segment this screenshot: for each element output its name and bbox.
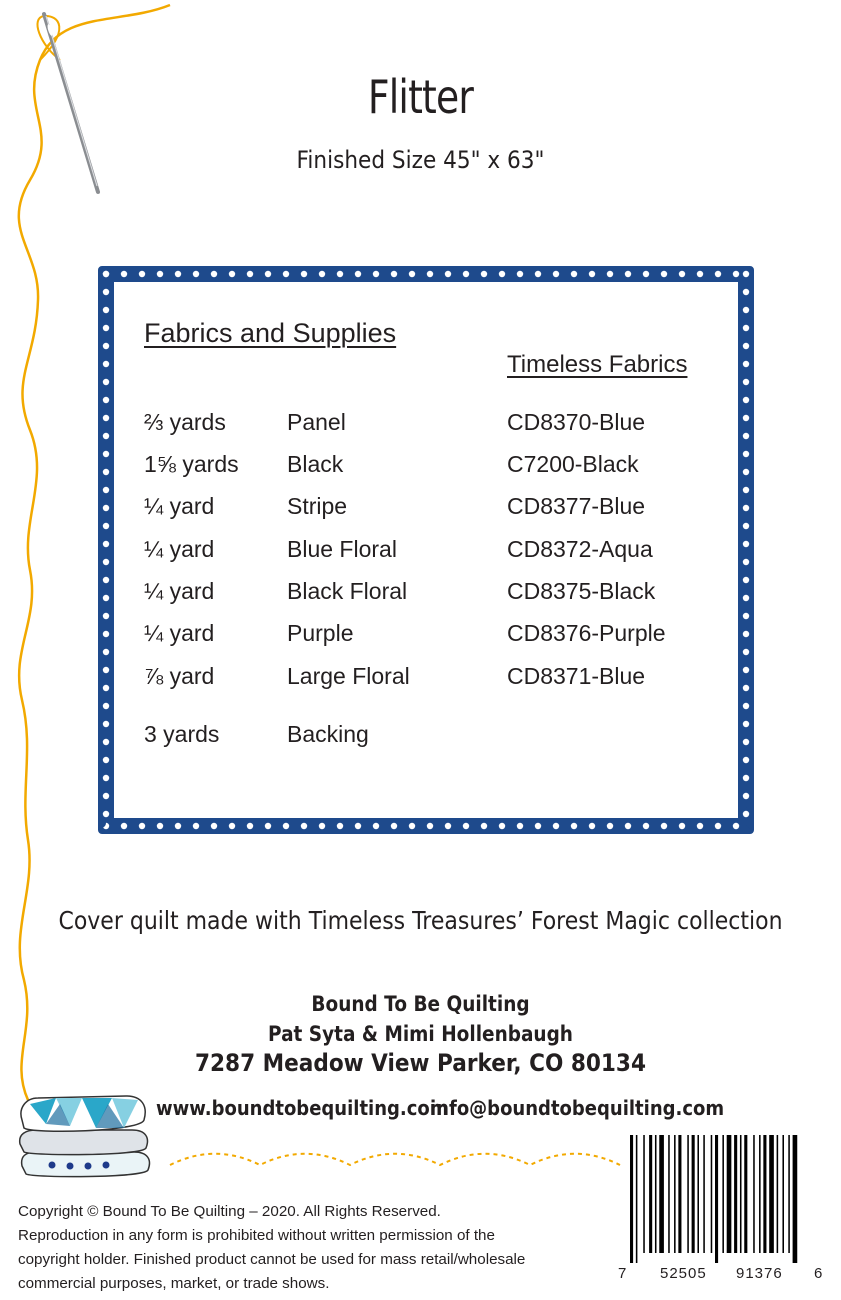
copyright-line: commercial purposes, market, or trade shows. [18, 1275, 330, 1292]
supply-row [144, 578, 724, 608]
supply-code: CD8371-Blue [507, 663, 646, 689]
barcode-bar [643, 1135, 645, 1253]
barcode-bar [687, 1135, 689, 1253]
supply-qty: ⅔ yards [144, 409, 226, 435]
barcode-bar [793, 1135, 798, 1263]
supply-qty: ¼ yard [144, 493, 215, 519]
supply-name: Backing [287, 721, 369, 747]
barcode-bars [628, 1135, 824, 1265]
barcode-bar [636, 1135, 638, 1263]
pattern-title: Flitter [367, 70, 474, 124]
supply-row [144, 536, 724, 566]
supply-row [144, 721, 724, 751]
supply-row [144, 451, 724, 481]
supply-row [144, 493, 724, 523]
supply-name: Blue Floral [287, 536, 397, 562]
barcode-bar [722, 1135, 724, 1253]
barcode-digit-lead: 7 [618, 1265, 627, 1282]
barcode [618, 1135, 824, 1293]
barcode-bar [649, 1135, 652, 1253]
company-name: Bound To Be Quilting [311, 992, 530, 1016]
barcode-digits-left: 52505 [660, 1265, 707, 1282]
barcode-bar [659, 1135, 664, 1253]
supply-code: CD8375-Black [507, 578, 656, 604]
copyright-line: Copyright © Bound To Be Quilting – 2020. All Rights Reserved. [18, 1203, 441, 1220]
copyright-notice [18, 1200, 618, 1296]
barcode-bar [740, 1135, 742, 1253]
barcode-bar [630, 1135, 633, 1263]
supply-code: CD8370-Blue [507, 409, 646, 435]
website-link[interactable]: www.boundtobequilting.com [156, 1096, 449, 1120]
supply-name: Black [287, 451, 344, 477]
supply-qty: ¼ yard [144, 620, 215, 646]
supply-qty: ⅞ yard [144, 663, 215, 689]
supply-code: C7200-Black [507, 451, 639, 477]
barcode-bar [782, 1135, 784, 1253]
fabric-column-heading: Timeless Fabrics [507, 351, 688, 378]
stitch-line [170, 1154, 620, 1165]
barcode-bar [668, 1135, 670, 1253]
barcode-bar [727, 1135, 732, 1253]
supply-name: Purple [287, 620, 354, 646]
barcode-bar [711, 1135, 713, 1253]
supply-code: CD8372-Aqua [507, 536, 653, 562]
barcode-bar [734, 1135, 737, 1253]
supply-code: CD8377-Blue [507, 493, 646, 519]
supply-qty: 1⅝ yards [144, 451, 239, 477]
barcode-bar [715, 1135, 718, 1263]
barcode-digit-check: 6 [814, 1265, 823, 1282]
barcode-bar [697, 1135, 699, 1253]
company-people: Pat Syta & Mimi Hollenbaugh [268, 1022, 573, 1046]
stacked-quilts-illustration [16, 1090, 158, 1180]
barcode-bar [655, 1135, 657, 1253]
supply-name: Black Floral [287, 578, 408, 604]
supply-row [144, 663, 724, 693]
barcode-bar [788, 1135, 790, 1253]
supply-qty: 3 yards [144, 721, 220, 747]
barcode-bar [703, 1135, 705, 1253]
copyright-line: copyright holder. Finished product cannot be used for mass retail/wholesale [18, 1251, 526, 1268]
barcode-bar [678, 1135, 681, 1253]
supply-qty: ¼ yard [144, 536, 215, 562]
barcode-bar [759, 1135, 761, 1253]
barcode-bar [769, 1135, 774, 1253]
barcode-bar [744, 1135, 747, 1253]
cover-quilt-note: Cover quilt made with Timeless Treasures’ Forest Magic collection [58, 906, 783, 935]
barcode-bar [763, 1135, 766, 1253]
supply-name: Stripe [287, 493, 348, 519]
barcode-digits-right: 91376 [736, 1265, 783, 1282]
barcode-bar [692, 1135, 695, 1253]
supplies-heading: Fabrics and Supplies [144, 318, 397, 348]
barcode-bar [674, 1135, 676, 1253]
barcode-bar [777, 1135, 779, 1253]
supply-row [144, 409, 724, 439]
supply-row [144, 620, 724, 650]
supply-name: Panel [287, 409, 346, 435]
barcode-bar [753, 1135, 755, 1253]
email-link[interactable]: info@boundtobequilting.com [430, 1096, 725, 1120]
copyright-line: Reproduction in any form is prohibited without written permission of the [18, 1227, 495, 1244]
supply-name: Large Floral [287, 663, 410, 689]
finished-size: Finished Size 45" x 63" [296, 146, 545, 174]
supply-code: CD8376-Purple [507, 620, 666, 646]
company-address: 7287 Meadow View Parker, CO 80134 [194, 1049, 646, 1077]
supply-qty: ¼ yard [144, 578, 215, 604]
